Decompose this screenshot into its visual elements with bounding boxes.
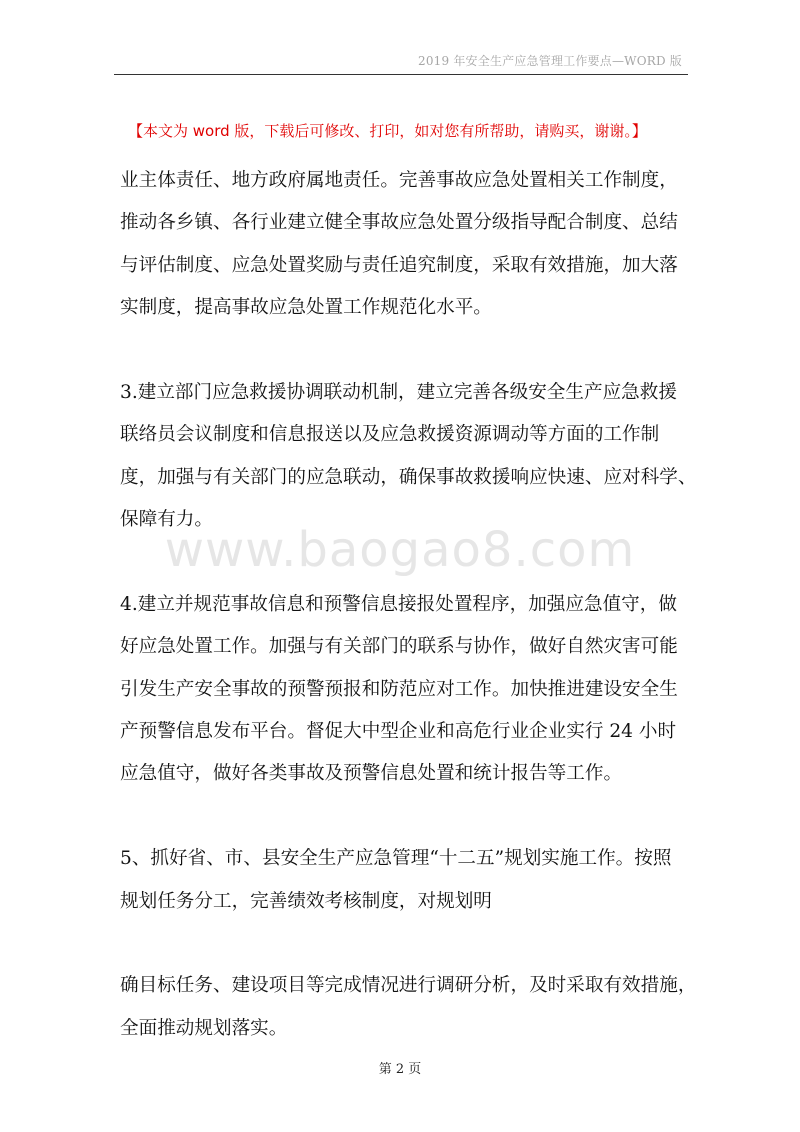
text-line: 确目标任务、建设项目等完成情况进行调研分析，及时采取有效措施， <box>120 975 697 997</box>
paragraph-item-5 <box>120 838 692 923</box>
text-line: 联络员会议制度和信息报送以及应急救援资源调动等方面的工作制 <box>120 424 660 446</box>
paragraph-continuation <box>120 965 697 1050</box>
paragraph-item-4 <box>120 584 692 796</box>
page-header-title: 2019 年安全生产应急管理工作要点—WORD 版 <box>418 54 682 68</box>
text-line: 与评估制度、应急处置奖励与责任追究制度，采取有效措施，加大落 <box>120 254 678 276</box>
text-line: 度，加强与有关部门的应急联动，确保事故救援响应快速、应对科学、 <box>120 466 697 488</box>
paragraph-gap <box>120 330 692 372</box>
text-line: 规划任务分工，完善绩效考核制度，对规划明 <box>120 890 492 912</box>
document-body <box>120 160 697 1050</box>
text-line: 推动各乡镇、各行业建立健全事故应急处置分级指导配合制度、总结 <box>120 212 678 234</box>
text-line: 保障有力。 <box>120 509 213 531</box>
text-line: 全面推动规划落实。 <box>120 1017 288 1039</box>
text-line: 产预警信息发布平台。督促大中型企业和高危行业企业实行 24 小时 <box>120 721 677 743</box>
text-line: 5、抓好省、市、县安全生产应急管理“十二五”规划实施工作。按照 <box>120 848 672 870</box>
paragraph-responsibility <box>120 160 692 330</box>
text-line: 引发生产安全事故的预警预报和防范应对工作。加快推进建设安全生 <box>120 678 678 700</box>
text-line: 应急值守，做好各类事故及预警信息处置和统计报告等工作。 <box>120 763 623 785</box>
paragraph-gap <box>120 923 692 965</box>
text-line: 3.建立部门应急救援协调联动机制，建立完善各级安全生产应急救援 <box>120 381 677 403</box>
paragraph-item-3 <box>120 372 697 542</box>
paragraph-gap <box>120 796 692 838</box>
page-number: 第 2 页 <box>378 1062 422 1077</box>
text-line: 业主体责任、地方政府属地责任。完善事故应急处置相关工作制度， <box>120 170 678 191</box>
header-divider <box>114 74 688 75</box>
text-line: 4.建立并规范事故信息和预警信息接报处置程序，加强应急值守，做 <box>120 593 677 615</box>
text-line: 好应急处置工作。加强与有关部门的联系与协作，做好自然灾害可能 <box>120 636 678 658</box>
site-watermark: www.baogao8.com <box>164 522 636 578</box>
paragraph-gap <box>120 542 692 584</box>
text-line: 实制度，提高事故应急处置工作规范化水平。 <box>120 297 492 319</box>
purchase-notice: 【本文为 word 版，下载后可修改、打印，如对您有所帮助，请购买，谢谢。】 <box>128 122 647 140</box>
